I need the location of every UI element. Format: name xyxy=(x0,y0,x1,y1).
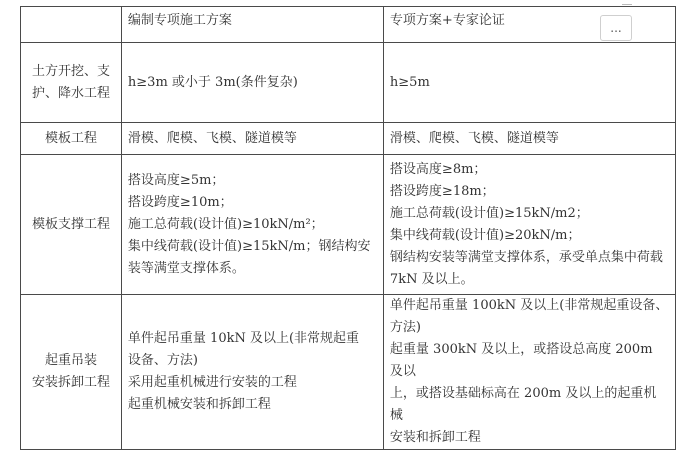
cell-expert-review xyxy=(383,295,675,450)
table-row xyxy=(21,155,676,295)
cell-line: h≥5m xyxy=(389,74,430,90)
cell-line: 方法) xyxy=(389,320,421,335)
header-cell-empty xyxy=(21,7,122,43)
cell-line: 起重机械安装和拆卸工程 xyxy=(127,397,271,412)
cell-special-plan xyxy=(121,43,383,123)
cell-line: 上，或搭设基础标高在 200m 及以上的起重机械 xyxy=(389,386,657,423)
table-row xyxy=(21,43,676,123)
row-category-earthwork: 土方开挖、支护、降水工程 xyxy=(21,43,122,123)
cell-special-plan xyxy=(121,155,383,295)
header-special-plan: 编制专项施工方案 xyxy=(121,7,383,43)
cell-line: 7kN 及以上。 xyxy=(389,271,474,287)
cell-expert-review xyxy=(383,43,675,123)
row-category-lifting xyxy=(21,295,122,450)
cell-expert-review xyxy=(383,123,675,155)
cell-line: 安装和拆卸工程 xyxy=(389,430,481,445)
more-dots-icon: ... xyxy=(610,21,622,35)
cell-line: 集中线荷载(设计值)≥15kN/m；钢结构安 xyxy=(127,238,371,254)
header-expert-review: 专项方案+专家论证 xyxy=(383,7,675,43)
cell-line: 搭设高度≥8m； xyxy=(389,161,487,177)
cell-line: 施工总荷载(设计值)≥10kN/m²； xyxy=(127,216,324,232)
category-line: 安装拆卸工程 xyxy=(31,375,110,390)
cell-line: 滑模、爬模、飞模、隧道模等 xyxy=(389,130,559,146)
cell-special-plan xyxy=(121,295,383,450)
cell-line: 单件起吊重量 10kN 及以上(非常规起重 xyxy=(127,331,360,346)
construction-plan-table xyxy=(20,6,676,450)
cell-line: 装等满堂支撑体系。 xyxy=(127,260,245,276)
corner-mark xyxy=(622,0,632,5)
table-row xyxy=(21,123,676,155)
cell-special-plan xyxy=(121,123,383,155)
cell-line: 采用起重机械进行安装的工程 xyxy=(127,375,297,390)
row-category-formwork-support: 模板支撑工程 xyxy=(21,155,122,295)
cell-line: 滑模、爬模、飞模、隧道模等 xyxy=(127,130,297,146)
cell-line: 搭设跨度≥18m； xyxy=(389,183,495,199)
row-category-formwork: 模板工程 xyxy=(21,123,122,155)
more-options-button[interactable] xyxy=(600,15,632,41)
cell-line: 起重量 300kN 及以上，或搭设总高度 200m 及以 xyxy=(389,342,653,379)
cell-line: 施工总荷载(设计值)≥15kN/m2； xyxy=(389,205,589,221)
cell-line: 集中线荷载(设计值)≥20kN/m； xyxy=(389,227,581,243)
category-line: 起重吊装 xyxy=(44,353,97,368)
table-row xyxy=(21,295,676,450)
cell-line: 搭设跨度≥10m； xyxy=(127,194,233,210)
cell-line: 单件起吊重量 100kN 及以上(非常规起重设备、 xyxy=(389,298,669,313)
cell-line: 搭设高度≥5m； xyxy=(127,172,225,188)
cell-expert-review xyxy=(383,155,675,295)
cell-line: 钢结构安装等满堂支撑体系，承受单点集中荷载 xyxy=(389,249,663,265)
cell-line: 设备、方法) xyxy=(127,353,198,368)
table-header-row xyxy=(21,7,676,43)
cell-line: h≥3m 或小于 3m(条件复杂) xyxy=(127,74,298,90)
